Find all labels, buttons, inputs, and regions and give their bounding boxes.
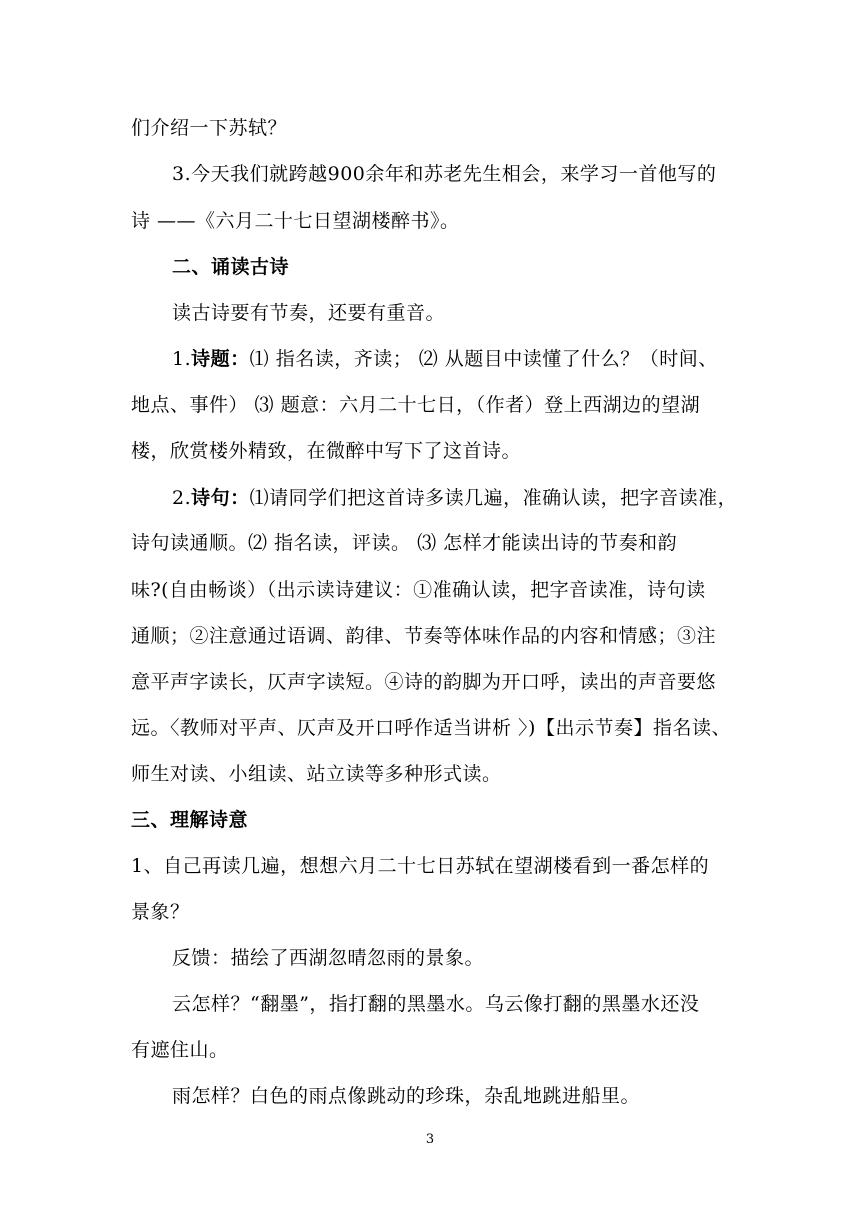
line-text: 味?(自由畅谈）（出示读诗建议：①准确认读，把字音读准，诗句读 bbox=[131, 579, 706, 601]
paragraph-line bbox=[172, 346, 718, 372]
line-text: ⑴ 指名读，齐读； ⑵ 从题目中读懂了什么？（时间、 bbox=[249, 348, 718, 370]
line-text: 楼，欣赏楼外精致，在微醉中写下了这首诗。 bbox=[131, 440, 522, 462]
paragraph-line bbox=[172, 300, 445, 326]
item-label: 诗题： bbox=[191, 348, 250, 370]
item-label: 诗句： bbox=[191, 487, 250, 509]
line-text: ⑴请同学们把这首诗多读几遍，准确认读，把字音读准， bbox=[249, 487, 738, 509]
paragraph-line bbox=[131, 530, 677, 556]
item-number: 1. bbox=[172, 348, 192, 370]
paragraph-line bbox=[131, 577, 706, 603]
paragraph-line bbox=[131, 438, 521, 464]
section-heading bbox=[131, 807, 248, 833]
line-text: 读古诗要有节奏，还要有重音。 bbox=[172, 302, 446, 324]
paragraph-line bbox=[131, 761, 502, 787]
paragraph-line bbox=[172, 991, 699, 1017]
paragraph-line bbox=[172, 161, 716, 187]
paragraph-line bbox=[131, 1037, 229, 1063]
paragraph-line bbox=[131, 392, 700, 418]
paragraph-line bbox=[131, 115, 287, 141]
line-text: 远。〈教师对平声、仄声及开口呼作适当讲析 〉)【出示节奏】指名读、 bbox=[131, 717, 731, 739]
paragraph-line bbox=[131, 715, 731, 741]
heading-text: 二、诵读古诗 bbox=[172, 256, 290, 278]
paragraph-line bbox=[131, 899, 190, 925]
line-text: 3.今天我们就跨越900余年和苏老先生相会，来学习一首他写的 bbox=[172, 163, 717, 185]
page-number: 3 bbox=[425, 1132, 435, 1147]
paragraph-line bbox=[172, 1083, 640, 1109]
line-text: 景象？ bbox=[131, 901, 190, 923]
heading-text: 三、理解诗意 bbox=[131, 809, 249, 831]
line-text: 诗 ——《六月二十七日望湖楼醉书》。 bbox=[131, 210, 460, 232]
paragraph-line bbox=[172, 945, 484, 971]
line-text: 通顺；②注意通过语调、韵律、节奏等体味作品的内容和情感；③注 bbox=[131, 625, 717, 647]
section-heading bbox=[172, 254, 289, 280]
paragraph-line bbox=[172, 485, 737, 511]
line-text: 雨怎样？白色的雨点像跳动的珍珠，杂乱地跳进船里。 bbox=[172, 1085, 641, 1107]
line-text: 有遮住山。 bbox=[131, 1039, 229, 1061]
item-number: 2. bbox=[172, 487, 192, 509]
line-text: 云怎样？“翻墨”，指打翻的黑墨水。乌云像打翻的黑墨水还没 bbox=[172, 993, 700, 1015]
line-text: 地点、事件） ⑶ 题意：六月二十七日，（作者）登上西湖边的望湖 bbox=[131, 394, 701, 416]
paragraph-line bbox=[131, 208, 460, 234]
line-text: 反馈：描绘了西湖忽晴忽雨的景象。 bbox=[172, 947, 485, 969]
line-text: 师生对读、小组读、站立读等多种形式读。 bbox=[131, 763, 502, 785]
paragraph-line bbox=[131, 623, 716, 649]
line-text: 们介绍一下苏轼？ bbox=[131, 117, 288, 139]
paragraph-line bbox=[131, 853, 709, 879]
paragraph-line bbox=[131, 669, 716, 695]
line-text: 1、自己再读几遍，想想六月二十七日苏轼在望湖楼看到一番怎样的 bbox=[131, 855, 710, 877]
line-text: 诗句读通顺。⑵ 指名读，评读。 ⑶ 怎样才能读出诗的节奏和韵 bbox=[131, 532, 678, 554]
line-text: 意平声字读长，仄声字读短。④诗的韵脚为开口呼，读出的声音要悠 bbox=[131, 671, 717, 693]
